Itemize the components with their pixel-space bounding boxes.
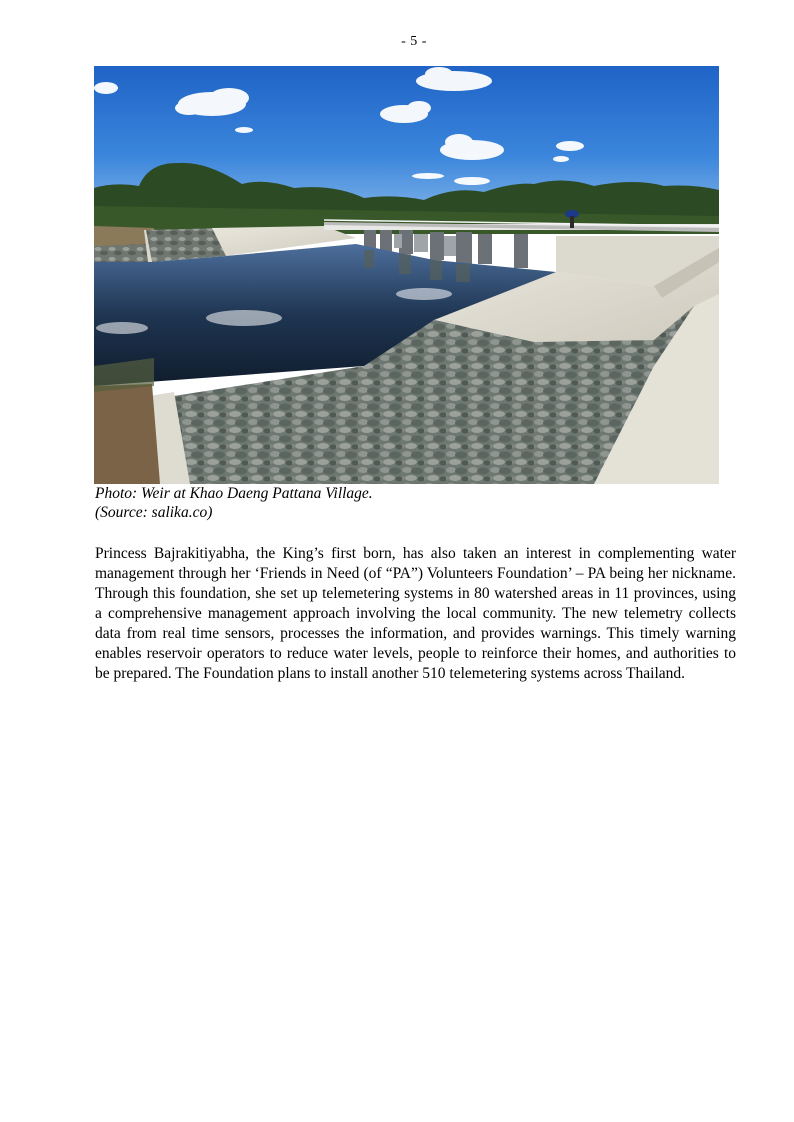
weir-photo (94, 66, 719, 484)
body-paragraph: Princess Bajrakitiyabha, the King’s first born, has also taken an interest in complementing water management through her ‘Friends in Need (of “PA”) Volunteers Foundation’ – PA being her nickname. Through this foundation, she set up telemetering systems in 80 watershed areas in 11 provinces, using a comprehensive management approach involving the local community. The new telemetry collects data from real time sensors, processes the information, and provides warnings. This timely warning enables reservoir operators to reduce water levels, people to reinforce their homes, and authorities to be prepared. The Foundation plans to install another 510 telemetering systems across Thailand. (95, 545, 736, 682)
photo-caption (95, 484, 735, 522)
caption-source: (Source: salika.co) (95, 504, 213, 521)
page-number: - 5 - (401, 34, 427, 49)
caption-title: Photo: Weir at Khao Daeng Pattana Village. (95, 485, 373, 502)
